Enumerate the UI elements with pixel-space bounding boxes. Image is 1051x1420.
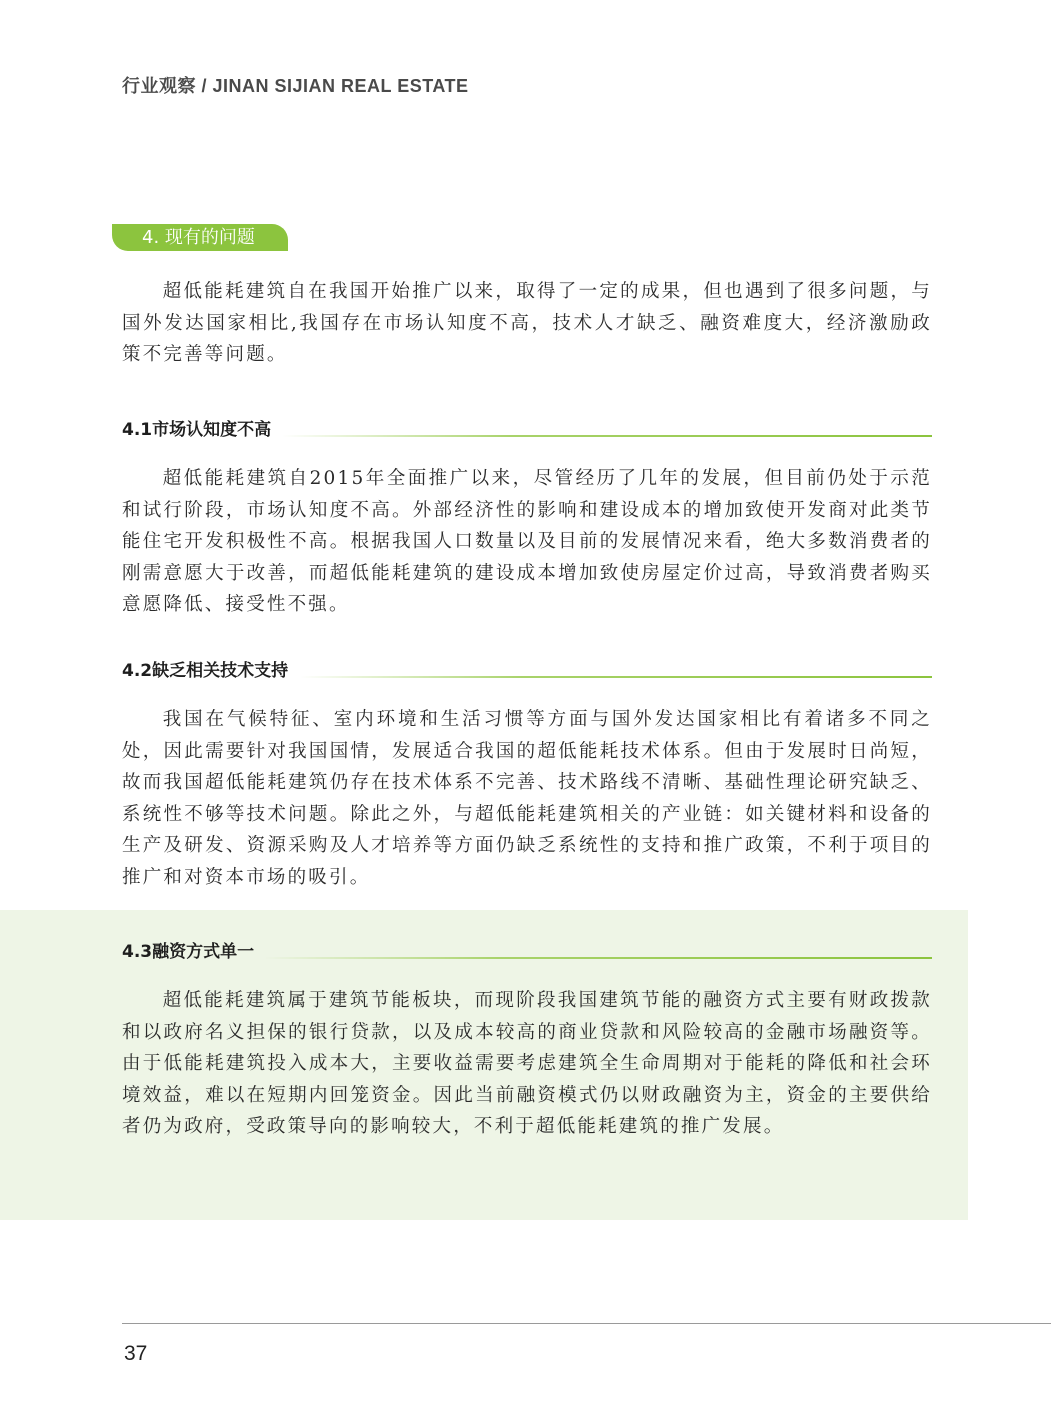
subsection-heading-text: 4.2缺乏相关技术支持: [122, 661, 289, 681]
footer-divider: [122, 1323, 1051, 1324]
subsection-paragraph-4-3: 超低能耗建筑属于建筑节能板块，而现阶段我国建筑节能的融资方式主要有财政拨款和以政府名义担保的银行贷款，以及成本较高的商业贷款和风险较高的金融市场融资等。由于低能耗建筑投入成本大，主要收益需要考虑建筑全生命周期对于能耗的降低和社会环境效益，难以在短期内回笼资金。因此当前融资模式仍以财政融资为主，资金的主要供给者仍为政府，受政策导向的影响较大，不利于超低能耗建筑的推广发展。: [122, 990, 932, 1137]
heading-divider-line: [264, 957, 932, 959]
heading-divider-line: [300, 676, 932, 678]
running-header: 行业观察 / JINAN SIJIAN REAL ESTATE: [122, 76, 469, 96]
section-intro-paragraph: 超低能耗建筑自在我国开始推广以来，取得了一定的成果，但也遇到了很多问题，与国外发达国家相比,我国存在市场认知度不高，技术人才缺乏、融资难度大，经济激励政策不完善等问题。: [122, 281, 932, 365]
subsection-heading-text: 4.1市场认知度不高: [122, 420, 272, 440]
section-badge: 4. 现有的问题: [112, 224, 288, 251]
subsection-heading-4-1: [122, 418, 932, 448]
heading-divider-line: [282, 435, 932, 437]
subsection-heading-4-3: [122, 940, 932, 970]
subsection-paragraph-4-2: 我国在气候特征、室内环境和生活习惯等方面与国外发达国家相比有着诸多不同之处，因此需要针对我国国情，发展适合我国的超低能耗技术体系。但由于发展时日尚短，故而我国超低能耗建筑仍存在技术体系不完善、技术路线不清晰、基础性理论研究缺乏、系统性不够等技术问题。除此之外，与超低能耗建筑相关的产业链：如关键材料和设备的生产及研发、资源采购及人才培养等方面仍缺乏系统性的支持和推广政策，不利于项目的推广和对资本市场的吸引。: [122, 709, 932, 888]
subsection-heading-text: 4.3融资方式单一: [122, 942, 255, 962]
subsection-heading-4-2: [122, 659, 932, 689]
subsection-paragraph-4-1: 超低能耗建筑自2015年全面推广以来，尽管经历了几年的发展，但目前仍处于示范和试行阶段，市场认知度不高。外部经济性的影响和建设成本的增加致使开发商对此类节能住宅开发积极性不高。根据我国人口数量以及目前的发展情况来看，绝大多数消费者的刚需意愿大于改善，而超低能耗建筑的建设成本增加致使房屋定价过高，导致消费者购买意愿降低、接受性不强。: [122, 468, 932, 615]
page-number: 37: [124, 1342, 148, 1365]
